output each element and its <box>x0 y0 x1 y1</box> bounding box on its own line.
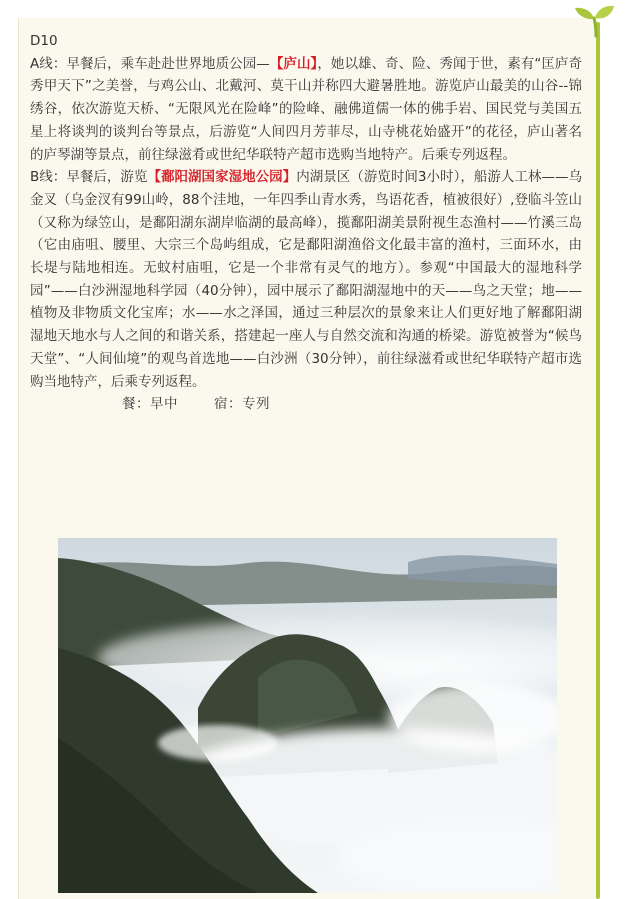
route-a-text: ，她以雄、奇、险、秀闻于世，素有“匡庐奇秀甲天下”之美誉，与鸡公山、北戴河、莫干山并称四大避暑胜地。游览庐山最美的山谷--锦绣谷，依次游览天桥、“无限风光在险峰”的险峰、融佛道儒一体的佛手岩、国民党与美国五星上将谈判的谈判台等景点，后游览“人间四月芳菲尽，山寺桃花始盛开”的花径，庐山著名的庐琴湖等景点，前往绿滋肴或世纪华联特产超市选购当地特产。后乘专列返程。 <box>30 55 582 163</box>
route-a-paragraph <box>30 53 582 167</box>
meals-text: 餐：早中 <box>122 396 178 413</box>
day-label: D10 <box>30 33 58 49</box>
itinerary-text <box>30 30 582 416</box>
meal-lodging-line <box>30 393 582 416</box>
route-b-highlight: 【鄱阳湖国家湿地公园】 <box>147 169 297 186</box>
card-accent-rail <box>596 22 600 899</box>
route-b-text: 内湖景区（游览时间3小时），船游人工林——乌金叉（乌金汊有99山岭，88个洼地，一年四季山青水秀，鸟语花香，植被很好）,登临斗笠山（又称为绿笠山，是鄱阳湖东湖岸临湖的最高峰），揽鄱阳湖美景附视生态渔村——竹溪三岛（它由庙咀、腰里、大宗三个岛屿组成，它是鄱阳湖渔俗文化最丰富的渔村，三面环水，由长堤与陆地相连。无蚊村庙咀，它是一个非常有灵气的地方）。参观“中国最大的湿地科学园”——白沙洲湿地科学园（40分钟），园中展示了鄱阳湖湿地中的天——鸟之天堂；地——植物及非物质文化宝库；水——水之泽国，通过三种层次的景象来让人们更好地了解鄱阳湖湿地天地水与人之间的和谐关系，搭建起一座人与自然交流和沟通的桥梁。游览被誉为“候鸟天堂”、“人间仙境”的观鸟首选地——白沙洲（30分钟），前往绿滋肴或世纪华联特产超市选购当地特产，后乘专列返程。 <box>30 169 583 390</box>
lodging-text: 宿：专列 <box>214 396 270 413</box>
route-a-prefix: A线：早餐后，乘车赴赴世界地质公园— <box>30 55 270 72</box>
mountain-clouds-photo <box>58 538 557 893</box>
route-a-highlight: 【庐山】 <box>269 55 318 72</box>
route-b-prefix: B线：早餐后，游览 <box>30 169 148 186</box>
route-b-paragraph <box>30 166 582 393</box>
